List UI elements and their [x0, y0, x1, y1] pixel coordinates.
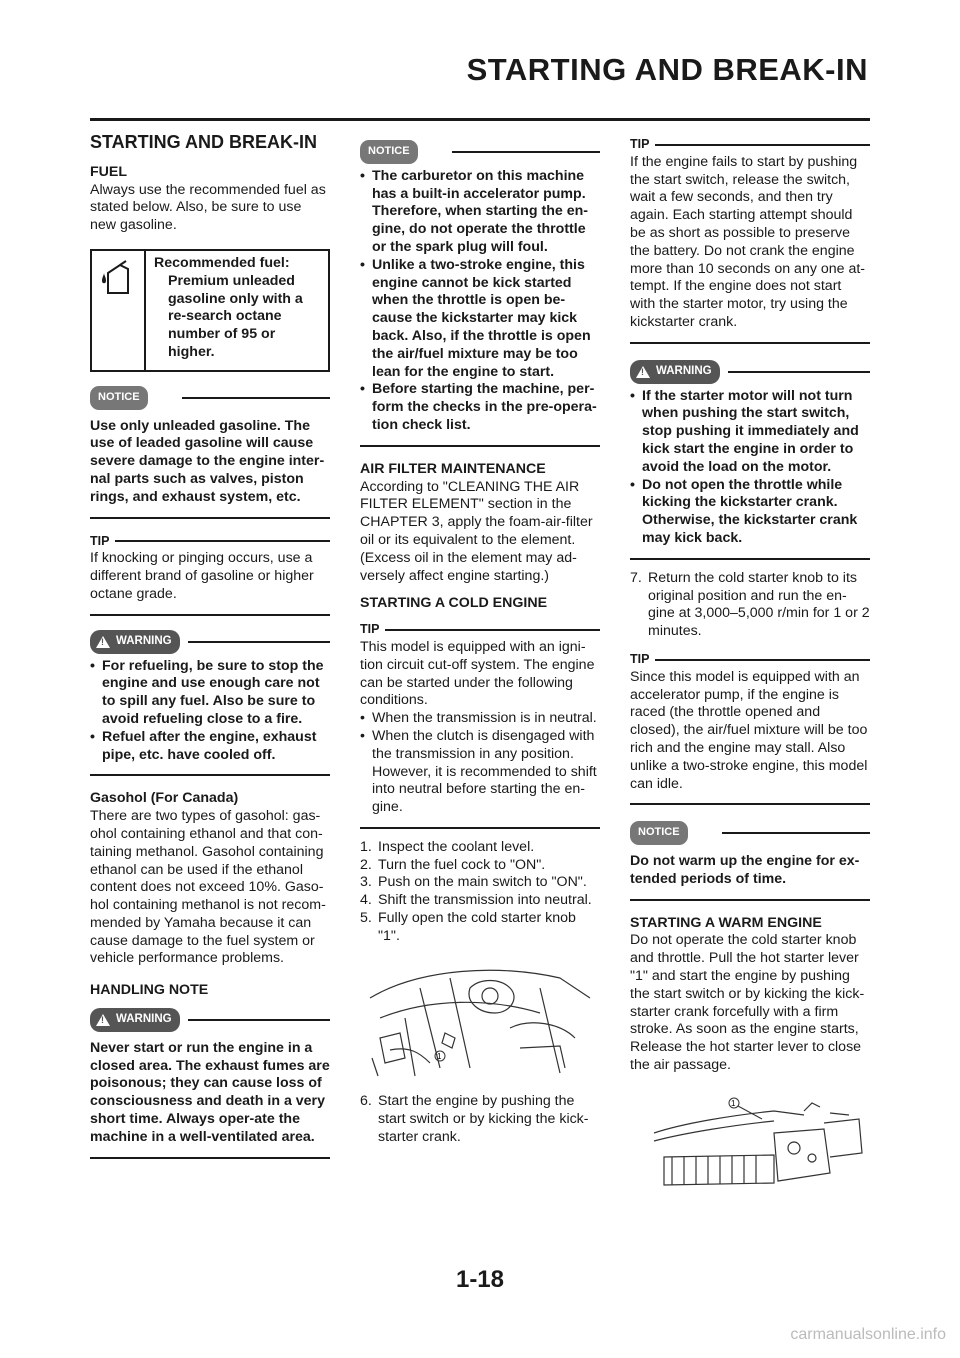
- steps-list: [630, 570, 870, 641]
- page-header-title: STARTING AND BREAK-IN: [466, 52, 868, 87]
- list-item: • For refueling, be sure to stop the engine and use enough care not to spill any fuel. Also be sure to avoid refueling close to a fire.: [90, 658, 330, 729]
- list-item: • Do not open the throttle while kicking the kickstarter crank. Otherwise, the kickstarter crank may kick back.: [630, 477, 870, 548]
- divider: [360, 827, 600, 829]
- warning-header: [90, 1008, 330, 1032]
- steps-list: [360, 1093, 600, 1146]
- divider: [630, 558, 870, 560]
- warm-engine-text: Do not operate the cold starter knob and throttle. Pull the hot starter lever "1" and start the engine by pushing the start switch or by kicking the kick-starter crank forcefully with a firm stroke. As soon as the engine starts, Release the hot starter lever to close the air passage.: [630, 932, 865, 1074]
- tip-label: TIP: [360, 622, 380, 637]
- tip-label: TIP: [630, 137, 650, 151]
- air-filter-text: According to "CLEANING THE AIR FILTER ELEMENT" section in the CHAPTER 3, apply the foam-air-filter oil or its equivalent to the element. (Excess oil in the element may ad-versely affect engine starting.): [360, 478, 593, 584]
- warning-label: WARNING: [116, 634, 172, 647]
- warning-text: Never start or run the engine in a closed area. The exhaust fumes are poisonous; they can cause loss of consciousness and death in a very short time. Always oper-ate the machine in a well-ventilated area.: [90, 1039, 330, 1145]
- header-rule: [90, 118, 870, 121]
- step-item: 2. Turn the fuel cock to "ON".: [360, 856, 546, 873]
- warm-engine-heading: STARTING A WARM ENGINE: [630, 914, 822, 931]
- tip-label: TIP: [630, 651, 650, 666]
- divider: [90, 517, 330, 519]
- air-filter-heading: AIR FILTER MAINTENANCE: [360, 460, 546, 477]
- divider: [630, 803, 870, 805]
- tip-header: [630, 136, 870, 154]
- tip-label: TIP: [90, 533, 110, 548]
- divider: [360, 445, 600, 447]
- divider: [630, 899, 870, 901]
- tip-text: This model is equipped with an igni-tion circuit cut-off system. The engine can be started under the following conditions.: [360, 638, 595, 709]
- handling-heading: HANDLING NOTE: [90, 982, 209, 999]
- tip-text: If knocking or pinging occurs, use a different brand of gasoline or higher octane grade.: [90, 550, 314, 602]
- divider: [630, 342, 870, 344]
- column-1: [90, 130, 330, 1159]
- list-item: • When the clutch is disengaged with the transmission in any position. However, it is recommended to shift into neutral before starting the en-gine.: [360, 728, 600, 817]
- list-item: • If the starter motor will not turn when pushing the start switch, stop pushing it immediately and kick start the engine in order to avoid the load on the motor.: [630, 388, 870, 477]
- tip-header: [630, 651, 870, 669]
- tip-text: If the engine fails to start by pushing the start switch, release the switch, wait a few seconds, and then try again. Each starting attempt should be as short as possible to preserve the battery. Do not crank the engine more than 10 seconds on any one at-tempt. If the engine does not start with the starter motor, try using the kickstarter crank.: [630, 153, 866, 330]
- fuel-box-label: Recommended fuel:: [154, 254, 290, 271]
- warning-badge: [90, 630, 180, 654]
- notice-header: [90, 386, 330, 410]
- warning-list: [90, 658, 330, 765]
- tip-text: Since this model is equipped with an accelerator pump, if the engine is raced (the throttle opened and closed), the air/fuel mixture will be too rich and the engine may stall. Also unlike a two-stroke engine, this model can idle.: [630, 668, 868, 792]
- list-item: • Before starting the machine, per-form the checks in the pre-opera-tion check list.: [360, 381, 600, 434]
- step-item: 4. Shift the transmission into neutral.: [360, 892, 592, 909]
- list-item: • Refuel after the engine, exhaust pipe, etc. have cooled off.: [90, 729, 330, 765]
- warning-badge: [630, 360, 720, 384]
- page-number: 1-18: [455, 1266, 505, 1293]
- divider: [90, 1157, 330, 1159]
- fuel-can-icon: [92, 251, 146, 370]
- hot-starter-illustration: [630, 1093, 870, 1207]
- warning-triangle-icon: [96, 1014, 110, 1026]
- warning-list: [630, 388, 870, 548]
- recommended-fuel-box: [90, 249, 330, 372]
- step-item: 7. Return the cold starter knob to its original position and run the en-gine at 3,000–5,000 r/min for 1 or 2 minutes.: [630, 569, 870, 640]
- notice-header: [360, 140, 600, 164]
- step-item: 5. Fully open the cold starter knob "1".: [360, 910, 576, 944]
- tip-list: [360, 710, 600, 817]
- tip-header: [90, 533, 330, 551]
- gasohol-text: There are two types of gasohol: gas-ohol containing ethanol and that con-taining methanol. Gasohol containing ethanol can be used if the ethanol content does not exceed 10%. Gaso-hol containing methanol is not recom-mended by Yamaha because it can cause damage to the fuel system or vehicle performance problems.: [90, 808, 326, 967]
- warning-badge: [90, 1008, 180, 1032]
- figure-callout: 1: [437, 1051, 442, 1061]
- step-item: 1. Inspect the coolant level.: [360, 838, 535, 855]
- cold-starter-illustration: [360, 958, 600, 1084]
- list-item: • The carburetor on this machine has a built-in accelerator pump. Therefore, when starting the en-gine, do not operate the throttle or the spark plug will foul.: [360, 168, 600, 257]
- notice-badge: NOTICE: [630, 821, 688, 845]
- watermark: carmanualsonline.info: [790, 1326, 946, 1343]
- warning-label: WARNING: [656, 364, 712, 377]
- notice-list: [360, 168, 600, 435]
- tip-header: [360, 621, 600, 639]
- figure-callout: 1: [731, 1098, 736, 1108]
- gasohol-heading: Gasohol (For Canada): [90, 790, 239, 807]
- steps-list: [360, 839, 600, 946]
- fuel-box-value: Premium unleaded gasoline only with a re-search octane number of 95 or higher.: [168, 272, 303, 360]
- warning-triangle-icon: [636, 366, 650, 378]
- cold-engine-heading: STARTING A COLD ENGINE: [360, 595, 548, 612]
- warning-label: WARNING: [116, 1013, 172, 1026]
- notice-text: Use only unleaded gasoline. The use of leaded gasoline will cause severe damage to the engine inter-nal parts such as valves, piston rings, and exhaust system, etc.: [90, 417, 325, 505]
- warning-header: [630, 360, 870, 384]
- step-item: 6. Start the engine by pushing the start switch or by kicking the kick-starter crank.: [360, 1093, 589, 1146]
- notice-header: [630, 821, 870, 845]
- notice-badge: NOTICE: [90, 386, 148, 410]
- notice-badge: NOTICE: [360, 140, 418, 164]
- fuel-text: Always use the recommended fuel as stated below. Also, be sure to use new gasoline.: [90, 181, 326, 234]
- divider: [90, 774, 330, 776]
- section-title: STARTING AND BREAK-IN: [90, 132, 317, 152]
- notice-text: Do not warm up the engine for ex-tended periods of time.: [630, 853, 860, 887]
- step-item: 3. Push on the main switch to "ON".: [360, 874, 587, 891]
- column-3: [630, 130, 870, 1207]
- list-item: • When the transmission is in neutral.: [360, 710, 600, 728]
- fuel-heading: FUEL: [90, 163, 128, 180]
- divider: [90, 614, 330, 616]
- column-2: [360, 130, 600, 1147]
- warning-header: [90, 630, 330, 654]
- warning-triangle-icon: [96, 636, 110, 648]
- list-item: • Unlike a two-stroke engine, this engine cannot be kick started when the throttle is open be-cause the kickstarter may kick back. Also, if the throttle is open the air/fuel mixture may be too lean for the engine to start.: [360, 257, 600, 382]
